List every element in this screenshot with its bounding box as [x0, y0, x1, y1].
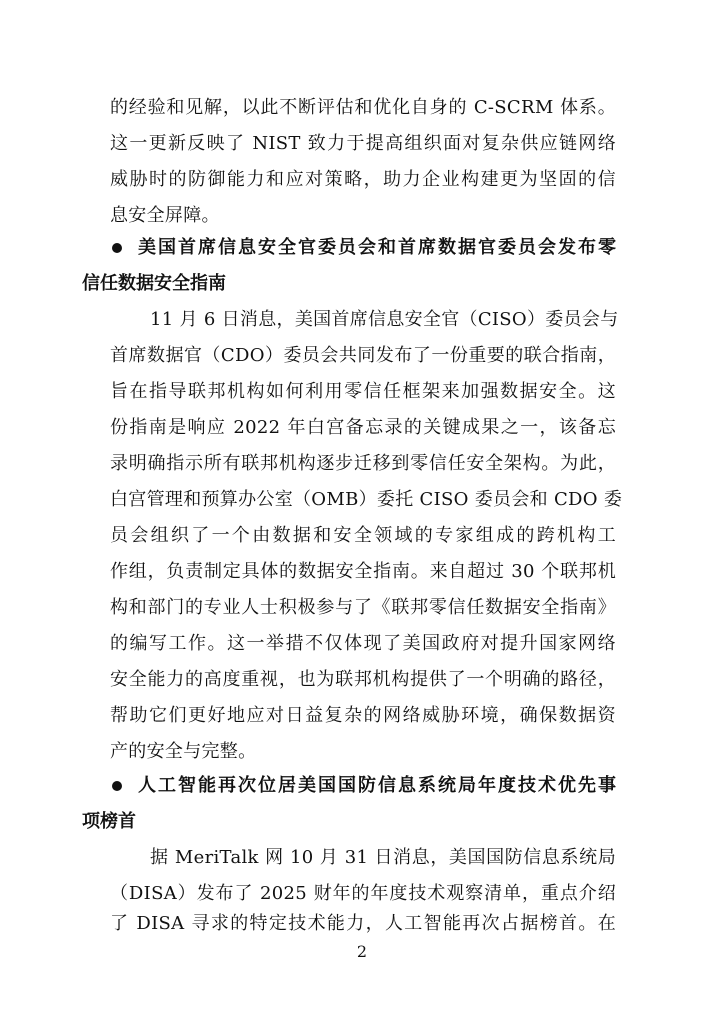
section-1-body-line: 作组，负责制定具体的数据安全指南。来自超过 30 个联邦机: [110, 561, 616, 582]
section-2-body-line: 据 MeriTalk 网 10 月 31 日消息，美国国防信息系统局: [150, 847, 616, 868]
bullet-icon: [112, 243, 122, 253]
section-1-body-line: 帮助它们更好地应对日益复杂的网络威胁环境，确保数据资: [110, 705, 616, 726]
intro-line-4: 息安全屏障。: [110, 205, 220, 226]
section-1-body-line: 白宫管理和预算办公室（OMB）委托 CISO 委员会和 CDO 委: [110, 489, 623, 510]
intro-line-2: 这一更新反映了 NIST 致力于提高组织面对复杂供应链网络: [110, 133, 616, 154]
section-1-body-line: 份指南是响应 2022 年白宫备忘录的关键成果之一，该备忘: [110, 417, 616, 438]
section-1-body-line: 安全能力的高度重视，也为联邦机构提供了一个明确的路径，: [110, 669, 616, 690]
section-1-body-line: 的编写工作。这一举措不仅体现了美国政府对提升国家网络: [110, 633, 616, 654]
section-1-body-line: 录明确指示所有联邦机构逐步迁移到零信任安全架构。为此，: [110, 453, 616, 474]
intro-line-1: 的经验和见解，以此不断评估和优化自身的 C-SCRM 体系。: [110, 97, 616, 118]
section-1-heading-line-2: 信任数据安全指南: [82, 273, 226, 294]
section-1-body-line: 11 月 6 日消息，美国首席信息安全官（CISO）委员会与: [150, 309, 619, 330]
section-1-heading-line-1: 美国首席信息安全官委员会和首席数据官委员会发布零: [138, 237, 616, 258]
section-2-body-line: 了 DISA 寻求的特定技术能力，人工智能再次占据榜首。在: [110, 913, 616, 934]
section-1-body-line: 构和部门的专业人士积极参与了《联邦零信任数据安全指南》: [110, 597, 616, 618]
section-1-body-line: 首席数据官（CDO）委员会共同发布了一份重要的联合指南，: [110, 345, 616, 366]
section-1-body-line: 员会组织了一个由数据和安全领域的专家组成的跨机构工: [110, 525, 616, 546]
section-2-heading-line-1: 人工智能再次位居美国国防信息系统局年度技术优先事: [138, 775, 616, 796]
section-2-heading-line-2: 项榜首: [82, 811, 136, 832]
bullet-icon: [112, 781, 122, 791]
page-number: 2: [356, 942, 368, 961]
intro-line-3: 威胁时的防御能力和应对策略，助力企业构建更为坚固的信: [110, 169, 616, 190]
section-1-body-line: 产的安全与完整。: [110, 741, 257, 762]
section-1-body-line: 旨在指导联邦机构如何利用零信任框架来加强数据安全。这: [110, 381, 616, 402]
section-2-body-line: （DISA）发布了 2025 财年的年度技术观察清单，重点介绍: [110, 883, 616, 904]
